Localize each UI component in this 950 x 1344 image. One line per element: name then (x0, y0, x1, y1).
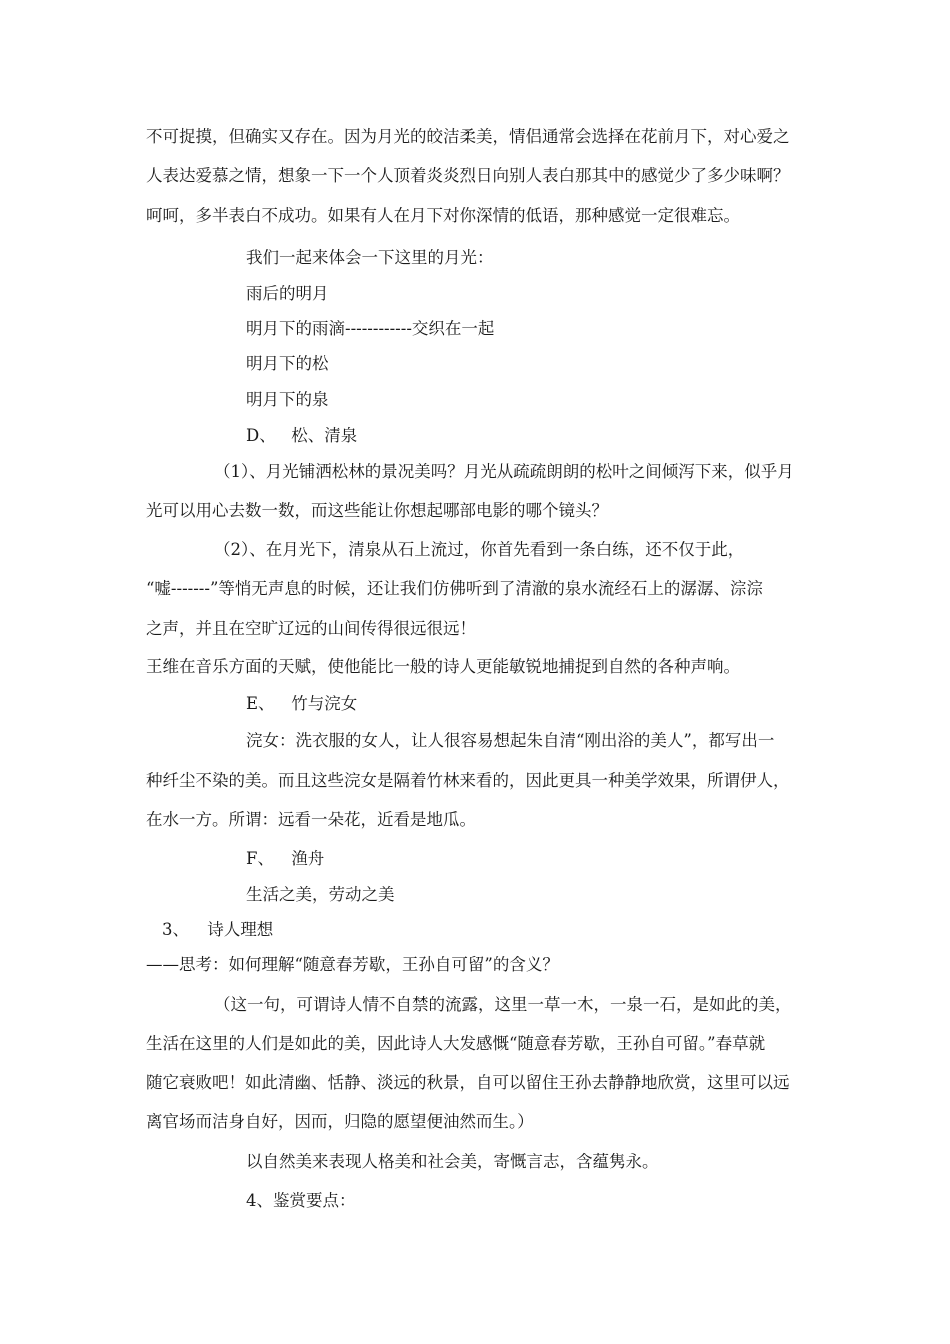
paragraph-line: 离官场而洁身自好，因而，归隐的愿望便油然而生。） (146, 1112, 534, 1131)
paragraph-line: 人表达爱慕之情，想象一下一个人顶着炎炎烈日向别人表白那其中的感觉少了多少味啊？ (146, 166, 790, 185)
section-heading-4: 4、鉴赏要点： (246, 1191, 356, 1210)
verse-line: 明月下的松 (246, 354, 329, 373)
paragraph-line: 呵呵，多半表白不成功。如果有人在月下对你深情的低语，那种感觉一定很难忘。 (146, 206, 740, 225)
section-label: F、 (246, 849, 274, 868)
paragraph-line: 浣女：洗衣服的女人，让人很容易想起朱自清“刚出浴的美人”，都写出一 (246, 731, 775, 750)
paragraph-line: 王维在音乐方面的天赋，使他能比一般的诗人更能敏锐地捕捉到自然的各种声响。 (146, 657, 740, 676)
paragraph-line: 不可捉摸，但确实又存在。因为月光的皎洁柔美，情侣通常会选择在花前月下，对心爱之 (146, 127, 790, 146)
section-title: 竹与浣女 (291, 694, 358, 713)
section-heading-f (246, 849, 324, 869)
section-label: D、 (246, 426, 276, 445)
paragraph-line: 随它衰败吧！如此清幽、恬静、淡远的秋景，自可以留住王孙去静静地欣赏，这里可以远 (146, 1073, 790, 1092)
paragraph-line: 我们一起来体会一下这里的月光： (246, 248, 494, 267)
section-label: E、 (246, 694, 275, 713)
paragraph-line: （2）、在月光下，清泉从石上流过，你首先看到一条白练，还不仅于此， (214, 540, 745, 559)
section-heading-d (246, 426, 357, 446)
section-label: 3、 (162, 920, 189, 939)
question-line: ——思考：如何理解“随意春芳歇，王孙自可留”的含义？ (146, 955, 559, 974)
paragraph-line: 之声，并且在空旷辽远的山间传得很远很远！ (146, 619, 476, 638)
paragraph-line: 在水一方。所谓：远看一朵花，近看是地瓜。 (146, 810, 476, 829)
paragraph-line: 光可以用心去数一数，而这些能让你想起哪部电影的哪个镜头？ (146, 501, 608, 520)
section-title: 松、清泉 (291, 426, 358, 445)
verse-line: 雨后的明月 (246, 284, 329, 303)
paragraph-line: （1）、月光铺洒松林的景况美吗？月光从疏疏朗朗的松叶之间倾泻下来，似乎月 (214, 462, 794, 481)
paragraph-line: 生活之美，劳动之美 (246, 885, 395, 904)
section-title: 诗人理想 (207, 920, 274, 939)
verse-line: 明月下的泉 (246, 390, 329, 409)
paragraph-line: “嘘-------”等悄无声息的时候，还让我们仿佛听到了清澈的泉水流经石上的潺潺、淙淙 (146, 579, 763, 598)
paragraph-line: （这一句，可谓诗人情不自禁的流露，这里一草一木，一泉一石，是如此的美， (214, 995, 792, 1014)
paragraph-line: 以自然美来表现人格美和社会美，寄慨言志，含蕴隽永。 (246, 1152, 659, 1171)
verse-line: 明月下的雨滴------------交织在一起 (246, 319, 495, 338)
paragraph-line: 种纤尘不染的美。而且这些浣女是隔着竹林来看的，因此更具一种美学效果，所谓伊人， (146, 771, 790, 790)
paragraph-line: 生活在这里的人们是如此的美，因此诗人大发感慨“随意春芳歇，王孙自可留。”春草就 (146, 1034, 766, 1053)
section-title: 渔舟 (291, 849, 325, 868)
section-heading-e (246, 694, 357, 714)
section-heading-3 (162, 920, 273, 940)
